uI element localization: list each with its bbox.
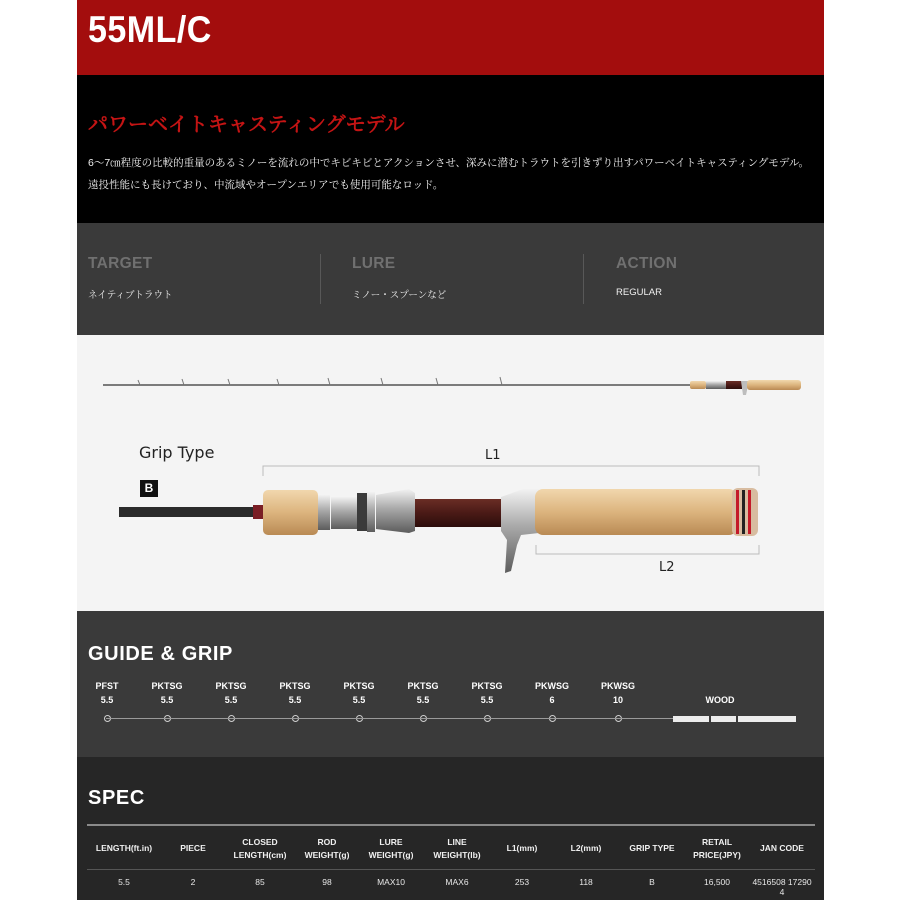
spec-header: GRIP TYPE — [629, 843, 675, 853]
guide-spec — [393, 679, 453, 707]
guide-spec — [265, 679, 325, 707]
spec-table-divider — [87, 869, 815, 870]
lure-label: LURE — [352, 255, 396, 272]
guide-spec — [522, 679, 582, 707]
product-page — [77, 0, 824, 900]
spec-cell: MAX6 — [445, 877, 469, 887]
grip-type-label: Grip Type — [139, 443, 215, 462]
action-info — [616, 255, 846, 298]
intro-section — [77, 75, 824, 223]
guide-size: 5.5 — [160, 695, 174, 705]
action-label: ACTION — [616, 255, 678, 272]
target-label: TARGET — [88, 255, 153, 272]
spec-header: LENGTH(ft.in) — [95, 843, 153, 853]
spec-cell: 2 — [190, 877, 196, 887]
full-rod — [103, 377, 801, 395]
grip-bar — [673, 716, 709, 722]
guide-size: 5.5 — [224, 695, 238, 705]
spec-cell: 85 — [255, 877, 265, 887]
guide-size: 5.5 — [100, 695, 114, 705]
guide-size: 10 — [612, 695, 623, 705]
spec-header: ROD WEIGHT(g) — [304, 837, 350, 860]
guide-name: PKTSG — [471, 681, 503, 691]
guide-name: PKTSG — [215, 681, 247, 691]
guide-name: PFST — [95, 681, 119, 691]
guide-spec — [201, 679, 261, 707]
model-subtitle: パワーベイトキャスティングモデル — [88, 114, 405, 136]
grip-material-label: WOOD — [705, 695, 735, 705]
lure-value: ミノー・スプーンなど — [352, 290, 447, 301]
spec-header: RETAIL PRICE(JPY) — [693, 837, 741, 860]
spec-header: CLOSED LENGTH(cm) — [233, 837, 287, 860]
model-header — [77, 0, 824, 75]
action-value: REGULAR — [616, 287, 662, 298]
guide-grip-section — [77, 611, 824, 757]
spec-cell: 16,500 — [704, 877, 730, 887]
grip-bar — [738, 716, 796, 722]
guide-name: PKWSG — [534, 681, 569, 691]
spec-table-top-rule — [87, 824, 815, 826]
guide-size: 5.5 — [288, 695, 302, 705]
guide-name: PKTSG — [343, 681, 375, 691]
guide-size: 5.5 — [480, 695, 494, 705]
guide-spec — [588, 679, 648, 707]
guide-spec — [137, 679, 197, 707]
spec-cell: B — [649, 877, 655, 887]
spec-header: JAN CODE — [760, 843, 804, 853]
l2-label: L2 — [659, 560, 675, 575]
guide-section-title: GUIDE & GRIP — [88, 643, 233, 665]
grip-type-badge: B — [140, 480, 158, 497]
spec-cell: 118 — [579, 877, 593, 887]
target-lure-action — [77, 223, 824, 335]
lure-info — [352, 255, 582, 301]
target-info — [88, 255, 318, 301]
divider — [320, 254, 321, 304]
spec-cell: 4516508 17290 4 — [752, 877, 812, 897]
spec-cell: 5.5 — [118, 877, 130, 887]
divider — [583, 254, 584, 304]
rod-svg — [77, 335, 824, 611]
guide-spec — [77, 679, 137, 707]
model-description: 6～7㎝程度の比較的重量のあるミノーを流れの中でキビキビとアクションさせ、深みに潜むトラウトを引きずり出すパワーベイトキャスティングモデル。遠投性能にも長けており、中流域やオープンエリアでも使用可能なロッド。 — [88, 157, 810, 191]
guide-size: 5.5 — [416, 695, 430, 705]
spec-header: PIECE — [180, 843, 206, 853]
l1-label: L1 — [485, 448, 501, 463]
rod-illustration — [77, 335, 824, 611]
target-value: ネイティブトラウト — [88, 290, 173, 301]
spec-section-title: SPEC — [88, 787, 145, 809]
spec-cell: MAX10 — [377, 877, 405, 887]
guide-name: PKTSG — [151, 681, 183, 691]
model-title: 55ML/C — [88, 9, 212, 50]
spec-cell: 98 — [322, 877, 332, 887]
grip-bar — [711, 716, 736, 722]
guide-size: 5.5 — [352, 695, 366, 705]
spec-header: L1(mm) — [506, 843, 538, 853]
guide-spec — [457, 679, 517, 707]
guide-name: PKTSG — [279, 681, 311, 691]
guide-size: 6 — [549, 695, 555, 705]
guide-spec — [329, 679, 389, 707]
spec-header: LURE WEIGHT(g) — [368, 837, 414, 860]
spec-section — [77, 757, 824, 900]
spec-header: LINE WEIGHT(lb) — [433, 837, 481, 860]
guide-line — [106, 718, 673, 719]
guide-name: PKTSG — [407, 681, 439, 691]
spec-header: L2(mm) — [570, 843, 602, 853]
guide-name: PKWSG — [600, 681, 635, 691]
spec-cell: 253 — [514, 877, 530, 887]
